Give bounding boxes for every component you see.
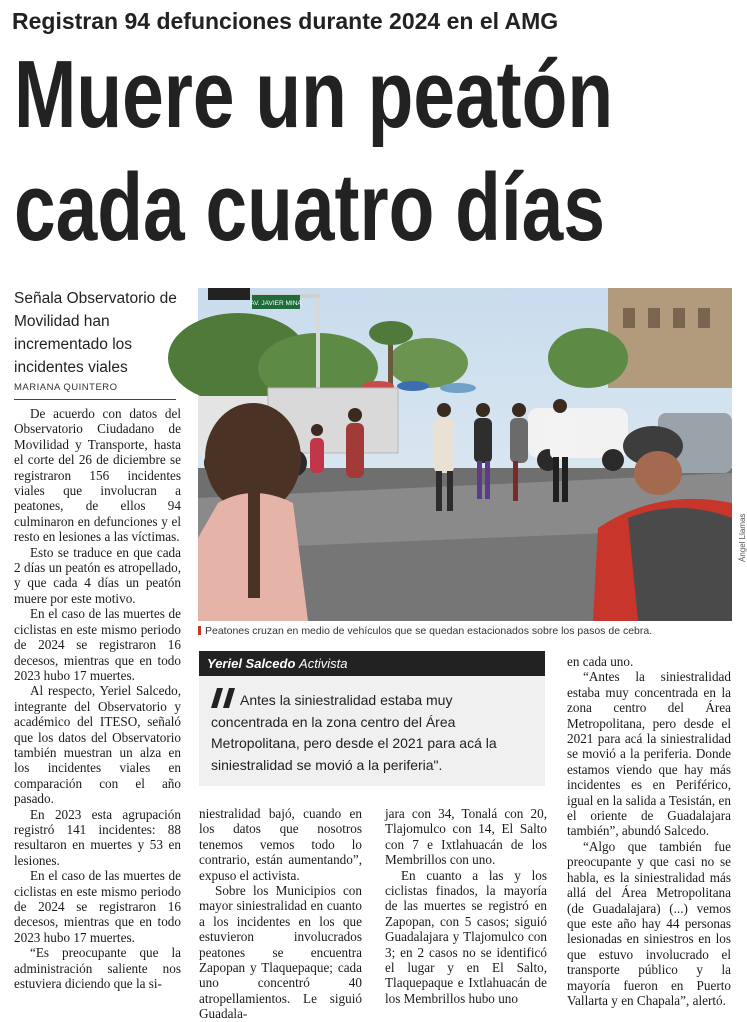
byline: MARIANA QUINTERO bbox=[14, 382, 118, 393]
body-column-1 bbox=[14, 406, 181, 991]
street-sign-text: AV. JAVIER MINA bbox=[250, 300, 302, 307]
paragraph: en cada uno. bbox=[567, 654, 634, 669]
body-column-3 bbox=[385, 806, 547, 1006]
byline-rule bbox=[14, 399, 176, 400]
paragraph: En 2023 esta agrupación registró 141 incidentes: 88 resultaron en muertes y 53 en lesiones. bbox=[14, 806, 181, 868]
paragraph: Al respecto, Yeriel Salcedo, integrante del Observatorio y académico del ITESO, señaló que los datos del Observatorio también muestran un alza en los incidentes viales en comparación con el año pasado. bbox=[14, 683, 181, 807]
headline-line-2: cada cuatro días bbox=[14, 154, 605, 261]
paragraph: De acuerdo con datos del Observatorio Ciudadano de Movilidad y Transporte, hasta el corte del 26 de diciembre se registraron 156 incidentes viales que involucran a peatones, de ellos 94 culminaron en defunciones y el resto en lesiones a las víctimas. bbox=[14, 406, 181, 545]
paragraph: En cuanto a las y los ciclistas finados, la mayoría de las muertes se registró en Zapopan, con 5 casos; siguió Guadalajara y Tlajomulco con 3; en 2 casos no se identificó el lugar y en El Salto, Tlaquepaque e Ixtlahuacán de los Membrillos hubo uno bbox=[385, 867, 547, 1006]
photo-illustration bbox=[198, 288, 732, 621]
headline-line-1: Muere un peatón bbox=[14, 41, 614, 148]
pull-quote-text: Antes la siniestralidad estaba muy concentrada en la zona centro del Área Metropolitana, pero desde el 2021 para acá la siniestralidad se movió a la periferia". bbox=[211, 692, 497, 773]
paragraph: En el caso de las muertes de ciclistas en este mismo periodo de 2024 se registraron 16 decesos, mientras que en todo 2023 hubo 17 muertes. bbox=[14, 606, 181, 683]
kicker: Registran 94 defunciones durante 2024 en el AMG bbox=[12, 8, 559, 34]
quote-attribution-bar bbox=[199, 651, 545, 676]
street-photo bbox=[198, 288, 732, 621]
paragraph: “Antes la siniestralidad estaba muy concentrada en la zona centro del Área Metropolitana, pero desde el 2021 para acá la siniestralidad se movió a la periferia. Donde estamos viendo que hay más incidentes es en Periférico, igual en la salida a Tesistán, en el oriente de Guadalajara también”, abundó Salcedo. bbox=[567, 669, 731, 839]
paragraph: En el caso de las muertes de ciclistas en este mismo periodo de 2024 se registraron 16 decesos, mientras que en todo 2023 hubo 17 muertes. bbox=[14, 868, 181, 945]
photo-caption bbox=[198, 625, 738, 637]
photo-credit: Ángel Llamas bbox=[738, 513, 747, 562]
quote-role: Activista bbox=[299, 656, 348, 671]
paragraph: jara con 34, Tonalá con 20, Tlajomulco con 14, El Salto con 7 e Ixtlahuacán de los Membrillos con uno. bbox=[385, 806, 547, 868]
paragraph: “Es preocupante que la administración saliente nos estuviera diciendo que la si- bbox=[14, 945, 181, 992]
paragraph: “Algo que también fue preocupante y que casi no se habla, es la siniestralidad más allá del Área Metropolitana (de Guadalajara) (...) vemos que este año hay 44 personas lesionadas en siniestros en los que estuvo involucrado el transporte público y la mayoría fueron en Puerto Vallarta y en Chapala”, alertó. bbox=[567, 838, 731, 1008]
paragraph: niestralidad bajó, cuando en los datos que nosotros tenemos vemos todo lo contrario, están aumentando”, expuso el activista. bbox=[199, 806, 362, 883]
paragraph: Sobre los Municipios con mayor siniestralidad en cuanto a los incidentes en los que estuvieron involucrados peatones se encuentra Zapopan y Tlaquepaque; cada uno concentró 40 atropellamientos. Le siguió Guadala- bbox=[199, 883, 362, 1022]
caption-text: Peatones cruzan en medio de vehículos que se quedan estacionados sobre los pasos de cebra. bbox=[205, 625, 653, 637]
caption-marker bbox=[198, 626, 201, 635]
paragraph: Esto se traduce en que cada 2 días un peatón es atropellado, y que cada 4 días un peatón muere por este motivo. bbox=[14, 544, 181, 606]
body-column-4 bbox=[567, 654, 731, 1008]
deck-subheadline: Señala Observatorio de Movilidad han incrementado los incidentes viales bbox=[14, 290, 177, 376]
body-column-2 bbox=[199, 806, 362, 1022]
quote-name: Yeriel Salcedo bbox=[207, 656, 296, 671]
